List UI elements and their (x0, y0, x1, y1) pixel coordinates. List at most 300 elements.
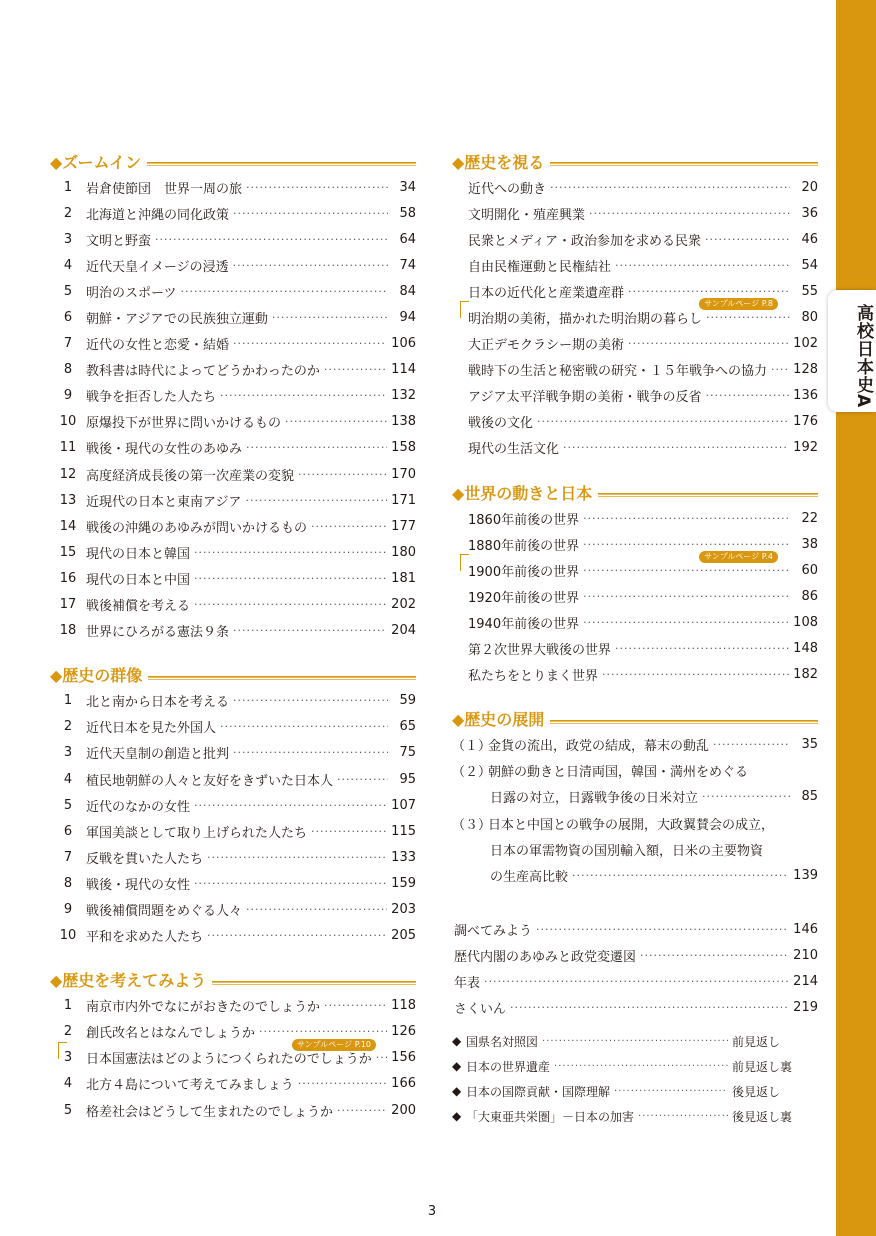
section-rule (148, 676, 416, 680)
entry-title: 植民地朝鮮の人々と友好をきずいた日本人 (86, 773, 334, 789)
entry-number: 5 (63, 797, 73, 813)
dot-leader (583, 590, 790, 603)
dot-leader (324, 999, 387, 1012)
dot-leader (615, 259, 790, 272)
entry-page: 54 (801, 257, 818, 273)
entry-title: 民衆とメディア・政治参加を求める民衆 (468, 233, 701, 249)
entry-page: 180 (391, 544, 416, 560)
toc-entry[interactable] (50, 252, 416, 278)
toc-entry[interactable] (452, 916, 818, 942)
toc-entry[interactable] (50, 304, 416, 330)
entry-title: 戦時下の生活と秘密戦の研究・１５年戦争への協力 (468, 364, 768, 380)
entry-page: 64 (399, 231, 416, 247)
entry-page: 133 (391, 849, 416, 865)
dot-leader (220, 389, 387, 402)
toc-entry[interactable] (50, 513, 416, 539)
entry-page: 前見返し裏 (732, 1059, 793, 1074)
toc-entry[interactable] (50, 539, 416, 565)
entry-page: 後見返し (732, 1084, 781, 1099)
dot-leader (484, 975, 789, 988)
diamond-bullet-icon: ◆ (452, 1059, 462, 1074)
toc-list (452, 174, 818, 461)
entry-number: 11 (59, 440, 77, 456)
sample-page-badge[interactable]: サンプルページ P.8 (699, 298, 778, 310)
entry-title: 近代への動き (468, 181, 547, 197)
entry-page: 84 (399, 283, 416, 299)
entry-page: 114 (391, 362, 416, 378)
entry-page: 181 (391, 570, 416, 586)
toc-entry[interactable] (452, 409, 818, 435)
toc-entry[interactable] (452, 383, 818, 409)
entry-number: 5 (63, 283, 73, 299)
dot-leader (771, 363, 789, 376)
entry-page: 158 (391, 440, 416, 456)
toc-entry[interactable] (50, 1071, 416, 1097)
entry-page: 38 (801, 536, 818, 552)
entry-number: 2 (63, 205, 73, 221)
toc-entry[interactable] (452, 942, 818, 968)
dot-leader (550, 181, 790, 194)
endpaper-list (452, 1029, 818, 1129)
entry-page: 80 (801, 310, 818, 326)
entry-number: 10 (59, 928, 77, 944)
entry-page: 146 (793, 921, 818, 937)
entry-title: 南京市内外でなにがおきたのでしょうか (86, 1000, 321, 1016)
toc-entry[interactable] (50, 592, 416, 618)
entry-page: 65 (399, 719, 416, 735)
entry-page: 126 (391, 1024, 416, 1040)
entry-title: 朝鮮・アジアでの民族独立運動 (86, 312, 268, 328)
entry-title: 1900年前後の世界 (468, 564, 580, 580)
entry-number: 10 (59, 414, 77, 430)
endpaper-entry[interactable] (452, 1104, 818, 1129)
section-sekai (452, 479, 818, 688)
toc-entry[interactable] (50, 1097, 416, 1123)
endpaper-entry[interactable] (452, 1029, 818, 1054)
entry-number: 7 (63, 336, 73, 352)
toc-entry[interactable] (452, 331, 818, 357)
dot-leader (705, 233, 790, 246)
entry-number: 3 (63, 1050, 73, 1066)
entry-page: 75 (399, 745, 416, 761)
misc-list (452, 916, 818, 1020)
entry-title: 調べてみよう (454, 923, 533, 939)
entry-page: 176 (793, 414, 818, 430)
entry-title: 日本の世界遺産 (466, 1059, 551, 1074)
dot-leader (542, 1036, 728, 1047)
dot-leader (554, 1061, 728, 1072)
toc-entry[interactable] (452, 552, 818, 583)
entry-number: 4 (63, 1076, 73, 1092)
entry-number: 1 (63, 693, 73, 709)
dot-leader (583, 538, 790, 551)
entry-page: 55 (801, 283, 818, 299)
entry-page: 94 (399, 310, 416, 326)
entry-title: 北と南から日本を考える (86, 695, 230, 711)
entry-page: 後見返し裏 (732, 1109, 793, 1124)
toc-list (50, 688, 416, 949)
book-title-tab (828, 290, 876, 412)
dot-leader (194, 877, 387, 890)
entry-number: （２） (452, 765, 492, 781)
sample-page-bracket (460, 301, 469, 318)
sample-page-badge[interactable]: サンプルページ P.10 (292, 1039, 376, 1051)
entry-title: 年表 (454, 975, 481, 991)
entry-page: 202 (391, 597, 416, 613)
entry-title: 平和を求めた人たち (86, 930, 204, 946)
section-header (452, 706, 818, 732)
toc-list (50, 993, 416, 1123)
entry-page: 34 (399, 179, 416, 195)
dot-leader (589, 207, 790, 220)
entry-title: 戦争を拒否した人たち (86, 390, 217, 406)
entry-title: 現代の生活文化 (468, 442, 560, 458)
section-rule (212, 981, 416, 985)
toc-entry[interactable] (452, 435, 818, 461)
entry-title: 戦後の文化 (468, 416, 534, 432)
entry-number: 13 (59, 492, 77, 508)
entry-page: 156 (391, 1050, 416, 1066)
toc-entry[interactable] (452, 200, 818, 226)
dot-leader (233, 337, 387, 350)
entry-number: 7 (63, 849, 73, 865)
section-tenkai (452, 706, 818, 889)
entry-title: 明治のスポーツ (86, 285, 177, 301)
entry-title: 現代の日本と韓国 (86, 546, 191, 562)
section-kangaete (50, 967, 416, 1123)
toc-entry[interactable] (452, 505, 818, 531)
dot-leader (536, 923, 789, 936)
section-title: ◆歴史の群像 (50, 666, 143, 686)
entry-title: 1940年前後の世界 (468, 616, 580, 632)
entry-title: 北海道と沖縄の同化政策 (86, 207, 230, 223)
entry-page: 35 (801, 737, 818, 753)
entry-number: 12 (59, 466, 77, 482)
dot-leader (233, 694, 388, 707)
entry-page: 166 (391, 1076, 416, 1092)
entry-title: 近代のなかの女性 (86, 799, 191, 815)
section-title: ◆ズームイン (50, 152, 142, 172)
diamond-bullet-icon: ◆ (452, 1084, 462, 1099)
section-header (452, 479, 818, 505)
entry-number: 8 (63, 875, 73, 891)
toc-entry[interactable] (50, 818, 416, 844)
toc-entry[interactable] (50, 278, 416, 304)
entry-title: 戦後補償問題をめぐる人々 (86, 903, 243, 919)
entry-page: 58 (399, 205, 416, 221)
entry-number: 9 (63, 388, 73, 404)
toc-entry[interactable] (50, 331, 416, 357)
dot-leader (702, 790, 790, 803)
toc-entry-continued[interactable] (452, 862, 818, 888)
entry-page: 182 (793, 667, 818, 683)
entry-page: 148 (793, 641, 818, 657)
section-miru (452, 148, 818, 461)
entry-number: （３） (452, 817, 492, 833)
entry-number: 2 (63, 719, 73, 735)
toc-entry[interactable] (50, 923, 416, 949)
dot-leader (220, 720, 388, 733)
entry-page: 192 (793, 440, 818, 456)
dot-leader (194, 572, 387, 585)
entry-page: 219 (793, 1000, 818, 1016)
entry-page: 85 (801, 789, 818, 805)
entry-page: 171 (391, 492, 416, 508)
entry-page: 159 (391, 875, 416, 891)
entry-title: 近代の女性と恋愛・結婚 (86, 338, 230, 354)
entry-title: 北方４島について考えてみましょう (86, 1078, 294, 1094)
section-rule (598, 493, 818, 497)
entry-number: 15 (59, 544, 77, 560)
section-gunzo (50, 662, 416, 949)
dot-leader (233, 259, 388, 272)
dot-leader (583, 564, 790, 577)
entry-number: 9 (63, 901, 73, 917)
toc-entry[interactable] (452, 995, 818, 1021)
entry-title: 日本国憲法はどのようにつくられたのでしょうか (86, 1052, 372, 1068)
toc-entry[interactable] (452, 583, 818, 609)
entry-number: 18 (59, 623, 77, 639)
section-rule (550, 162, 818, 166)
entry-page: 203 (391, 901, 416, 917)
dot-leader (337, 1104, 387, 1117)
dot-leader (583, 616, 789, 629)
entry-number: 8 (63, 362, 73, 378)
toc-entry[interactable] (452, 758, 818, 784)
entry-number: 5 (63, 1102, 73, 1118)
dot-leader (246, 181, 388, 194)
dot-leader (194, 546, 387, 559)
toc-entry[interactable] (452, 968, 818, 994)
dot-leader (563, 441, 789, 454)
dot-leader (324, 363, 387, 376)
entry-title: 1920年前後の世界 (468, 590, 580, 606)
entry-title: 近代天皇イメージの浸透 (86, 259, 229, 275)
entry-title: 1880年前後の世界 (468, 538, 580, 554)
toc-entry[interactable] (452, 636, 818, 662)
entry-number: 6 (63, 823, 73, 839)
entry-page: 115 (391, 823, 416, 839)
entry-page: 36 (801, 205, 818, 221)
toc-list (452, 505, 818, 688)
entry-number: 3 (63, 231, 73, 247)
dot-leader (337, 773, 388, 786)
entry-title: 戦後・現代の女性のあゆみ (86, 442, 243, 458)
section-header (452, 148, 818, 174)
entry-title: 日露の対立，日露戦争後の日米対立 (490, 791, 699, 807)
entry-number: 1 (63, 179, 73, 195)
toc-entry[interactable] (50, 792, 416, 818)
dot-leader (272, 311, 388, 324)
toc-entry[interactable] (50, 357, 416, 383)
section-zoom-in (50, 148, 416, 644)
entry-page: 22 (801, 510, 818, 526)
entry-page: 177 (391, 518, 416, 534)
toc-entry[interactable] (50, 896, 416, 922)
dot-leader (259, 1025, 387, 1038)
entry-number: 6 (63, 310, 73, 326)
toc-entry[interactable] (452, 810, 818, 836)
toc-entry[interactable] (50, 565, 416, 591)
entry-page: 136 (793, 388, 818, 404)
dot-leader (298, 468, 387, 481)
toc-entry[interactable] (452, 662, 818, 688)
section-header (50, 148, 416, 174)
entry-title: 文明と野蛮 (86, 233, 152, 249)
toc-entry[interactable] (50, 740, 416, 766)
entry-page: 214 (793, 973, 818, 989)
entry-page: 128 (793, 362, 818, 378)
toc-entry[interactable] (50, 383, 416, 409)
entry-title: 私たちをとりまく世界 (468, 669, 599, 685)
entry-title: 創氏改名とはなんでしょうか (86, 1026, 256, 1042)
entry-title: さくいん (454, 1002, 507, 1018)
entry-page: 132 (391, 388, 416, 404)
entry-title: 世界にひろがる憲法９条 (86, 625, 230, 641)
entry-title: 格差社会はどうして生まれたのでしょうか (86, 1104, 334, 1120)
entry-title: 国県名対照図 (466, 1034, 539, 1049)
toc-entry-continued (452, 836, 818, 862)
toc-entry[interactable] (452, 732, 818, 758)
entry-number: （１） (452, 739, 492, 755)
entry-title: 戦後補償を考える (86, 599, 191, 615)
toc-entry[interactable] (452, 174, 818, 200)
entry-page: 60 (801, 562, 818, 578)
dot-leader (298, 1077, 387, 1090)
toc-entry[interactable] (452, 299, 818, 330)
entry-title: 第２次世界大戦後の世界 (468, 643, 612, 659)
toc-entry[interactable] (50, 870, 416, 896)
dot-leader (180, 285, 388, 298)
toc-entry[interactable] (452, 357, 818, 383)
toc-entry[interactable] (50, 618, 416, 644)
dot-leader (614, 1086, 728, 1097)
entry-title: 朝鮮の動きと日清両国，韓国・満州をめぐる (488, 765, 749, 781)
toc-entry[interactable] (452, 226, 818, 252)
entry-page: 95 (399, 771, 416, 787)
toc-entry[interactable] (452, 252, 818, 278)
toc-entry[interactable] (50, 688, 416, 714)
dot-leader (233, 624, 387, 637)
entry-title: 文明開化・殖産興業 (468, 207, 586, 223)
entry-page: 108 (793, 614, 818, 630)
entry-number: 1 (63, 998, 73, 1014)
toc-entry[interactable] (50, 226, 416, 252)
entry-title: 軍国美談として取り上げられた人たち (86, 825, 308, 841)
entry-title: 原爆投下が世界に問いかけるもの (86, 416, 282, 432)
dot-leader (233, 746, 388, 759)
dot-leader (713, 738, 790, 751)
entry-title: 「大東亜共栄圏」－日本の加害 (466, 1109, 635, 1124)
toc-entry-continued[interactable] (452, 784, 818, 810)
dot-leader (376, 1051, 387, 1064)
entry-page: 46 (801, 231, 818, 247)
endpaper-entry[interactable] (452, 1054, 818, 1079)
dot-leader (246, 441, 387, 454)
toc-entry[interactable] (50, 200, 416, 226)
section-header (50, 662, 416, 688)
toc-list (50, 174, 416, 644)
dot-leader (194, 799, 387, 812)
entry-page: 118 (391, 998, 416, 1014)
entry-page: 107 (391, 797, 416, 813)
entry-title: の生産高比較 (490, 869, 569, 885)
entry-title: 教科書は時代によってどうかわったのか (86, 364, 320, 380)
dot-leader (640, 949, 789, 962)
section-rule (550, 720, 818, 724)
toc-entry[interactable] (50, 714, 416, 740)
entry-number: 16 (59, 570, 77, 586)
sample-page-bracket (460, 554, 469, 571)
endpaper-entry[interactable] (452, 1079, 818, 1104)
page-number: 3 (427, 1204, 437, 1219)
entry-title: 自由民権運動と民権結社 (468, 259, 612, 275)
dot-leader (207, 929, 387, 942)
entry-page: 170 (391, 466, 416, 482)
toc-entry[interactable] (452, 609, 818, 635)
entry-page: 74 (399, 257, 416, 273)
toc-entry[interactable] (50, 766, 416, 792)
dot-leader (233, 207, 388, 220)
dot-leader (194, 598, 387, 611)
toc-entry[interactable] (50, 461, 416, 487)
section-title: ◆歴史の展開 (452, 710, 545, 730)
dot-leader (311, 520, 387, 533)
toc-entry[interactable] (50, 409, 416, 435)
toc-entry[interactable] (50, 1039, 416, 1071)
entry-page: 106 (391, 336, 416, 352)
sidebar-color-bar (836, 0, 876, 1236)
entry-title: 反戦を貫いた人たち (86, 851, 204, 867)
entry-title: 近代天皇制の創造と批判 (86, 747, 230, 763)
dot-leader (510, 1001, 789, 1014)
entry-number: 4 (63, 771, 73, 787)
diamond-bullet-icon: ◆ (452, 1034, 462, 1049)
dot-leader (706, 311, 790, 324)
toc-entry[interactable] (50, 844, 416, 870)
entry-title: 戦後・現代の女性 (86, 877, 191, 893)
entry-page: 138 (391, 414, 416, 430)
entry-title: 戦後の沖縄のあゆみが問いかけるもの (86, 520, 308, 536)
section-title: ◆歴史を考えてみよう (50, 971, 207, 991)
entry-page: 210 (793, 947, 818, 963)
dot-leader (537, 415, 789, 428)
dot-leader (246, 903, 387, 916)
entry-title: 高度経済成長後の第一次産業の変貌 (86, 468, 295, 484)
entry-title: 明治期の美術，描かれた明治期の暮らし (468, 312, 703, 328)
entry-title: 歴代内閣のあゆみと政党変遷図 (454, 949, 637, 965)
entry-page: 前見返し (732, 1034, 781, 1049)
toc-entry[interactable] (50, 435, 416, 461)
entry-page: 200 (391, 1102, 416, 1118)
entry-number: 17 (59, 597, 77, 613)
toc-entry[interactable] (50, 993, 416, 1019)
entry-title: 近代日本を見た外国人 (86, 721, 217, 737)
toc-entry[interactable] (50, 487, 416, 513)
sample-page-badge[interactable]: サンプルページ P.4 (699, 551, 778, 563)
section-title: ◆歴史を視る (452, 152, 545, 172)
entry-page: 20 (801, 179, 818, 195)
dot-leader (628, 337, 789, 350)
toc-entry[interactable] (50, 174, 416, 200)
dot-leader (615, 642, 789, 655)
entry-title: 日本と中国との戦争の展開，大政翼賛会の成立， (488, 817, 775, 833)
section-title: ◆世界の動きと日本 (452, 483, 593, 503)
entry-title: アジア太平洋戦争期の美術・戦争の反省 (468, 390, 702, 406)
entry-title: 近現代の日本と東南アジア (86, 494, 242, 510)
entry-title: 大正デモクラシー期の美術 (468, 338, 625, 354)
right-column (452, 148, 818, 1129)
